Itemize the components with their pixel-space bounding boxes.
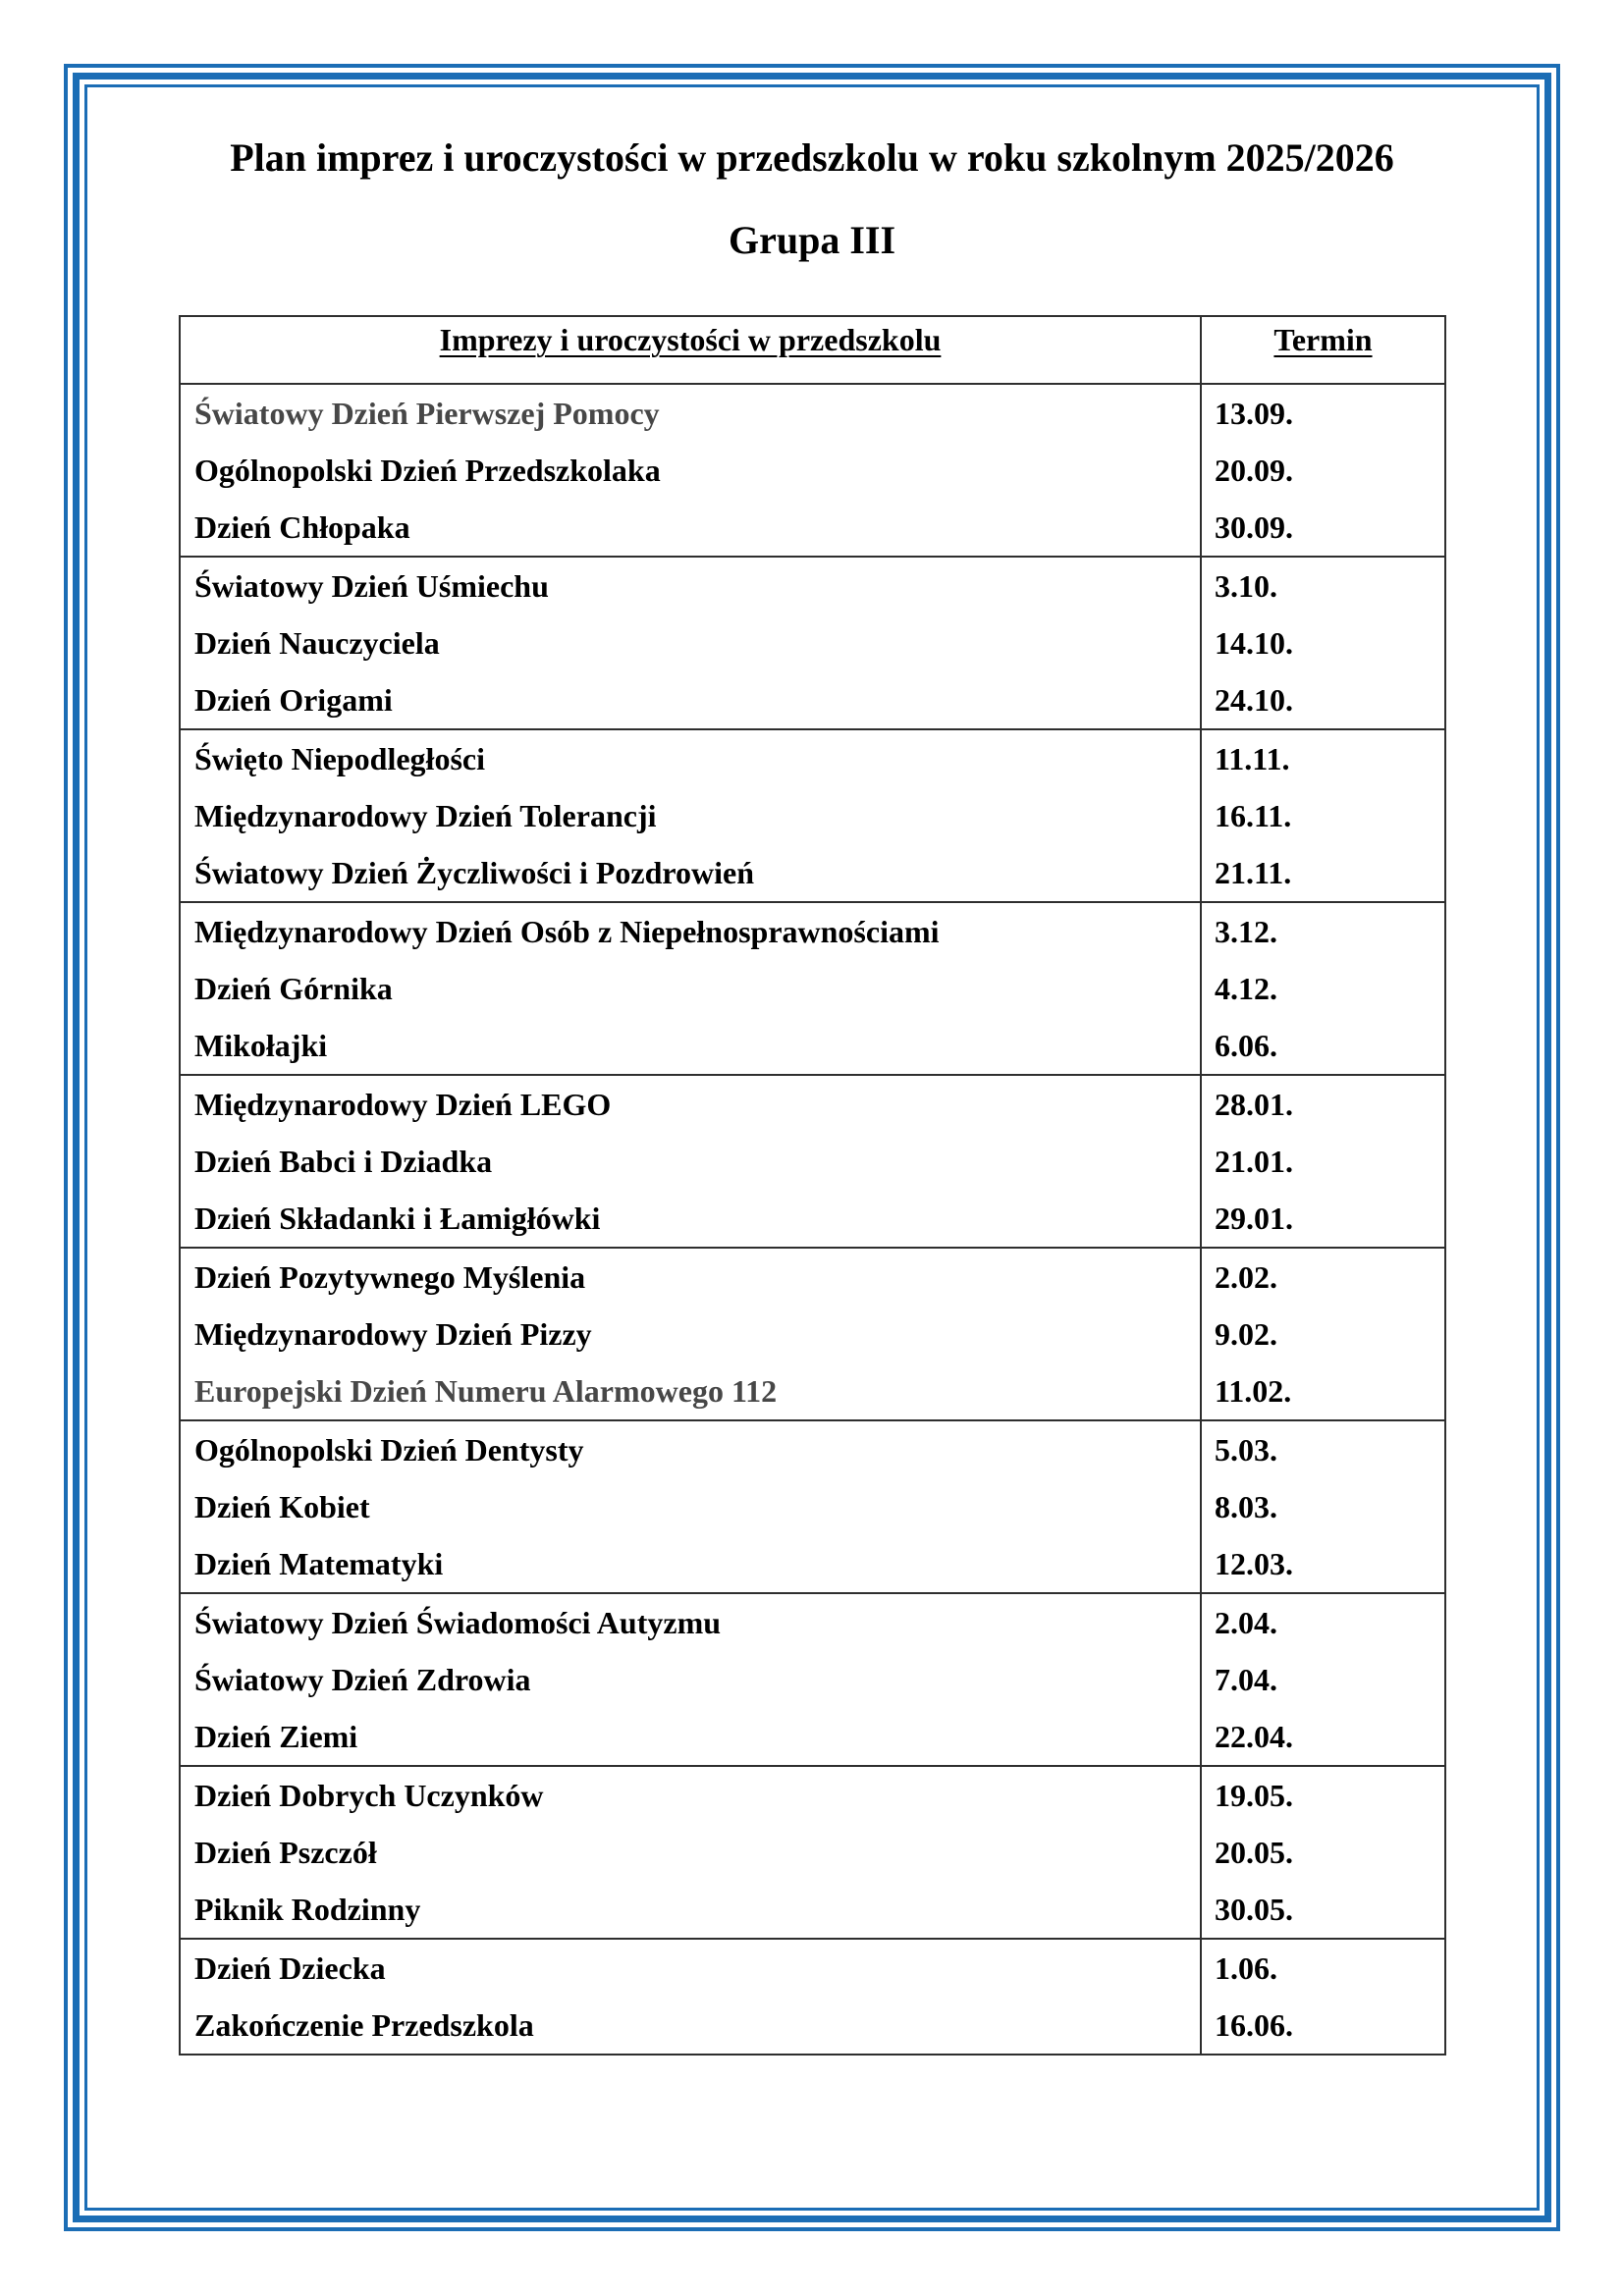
- event-date: 2.04.: [1215, 1605, 1277, 1640]
- event-date: 24.10.: [1215, 682, 1293, 718]
- event-name: Europejski Dzień Numeru Alarmowego 112: [194, 1373, 778, 1409]
- event-date: 2.02.: [1215, 1259, 1277, 1295]
- table-group-row: [180, 1593, 1445, 1766]
- document-title: Plan imprez i uroczystości w przedszkolu w roku szkolnym 2025/2026: [230, 135, 1394, 180]
- event-date: 29.01.: [1215, 1201, 1293, 1236]
- event-cell: [180, 1939, 1201, 2055]
- table-body: [180, 384, 1445, 2055]
- date-cell: [1201, 1766, 1445, 1939]
- date-cell: [1201, 384, 1445, 557]
- table-group-row: [180, 1075, 1445, 1248]
- event-date: 9.02.: [1215, 1316, 1277, 1352]
- date-cell: [1201, 557, 1445, 729]
- date-cell: [1201, 1939, 1445, 2055]
- event-cell: [180, 384, 1201, 557]
- date-cell: [1201, 729, 1445, 902]
- event-date: 20.05.: [1215, 1835, 1293, 1870]
- event-cell: [180, 1766, 1201, 1939]
- table-group-row: [180, 384, 1445, 557]
- date-cell: [1201, 1420, 1445, 1593]
- event-name: Międzynarodowy Dzień Osób z Niepełnosprawnościami: [194, 914, 940, 949]
- table-group-row: [180, 1248, 1445, 1420]
- event-name: Dzień Chłopaka: [194, 509, 410, 545]
- event-date: 30.05.: [1215, 1892, 1293, 1927]
- event-name: Dzień Ziemi: [194, 1719, 358, 1754]
- event-date: 16.06.: [1215, 2007, 1293, 2043]
- date-cell: [1201, 1593, 1445, 1766]
- event-name: Dzień Pszczół: [194, 1835, 377, 1870]
- event-date: 5.03.: [1215, 1432, 1277, 1468]
- event-cell: [180, 1420, 1201, 1593]
- event-cell: [180, 1248, 1201, 1420]
- events-table: [179, 315, 1446, 2056]
- event-name: Światowy Dzień Uśmiechu: [194, 568, 549, 604]
- event-name: Ogólnopolski Dzień Przedszkolaka: [194, 453, 661, 488]
- date-cell: [1201, 1248, 1445, 1420]
- event-date: 19.05.: [1215, 1778, 1293, 1813]
- event-date: 7.04.: [1215, 1662, 1277, 1697]
- header-date: [1201, 316, 1445, 384]
- date-cell: [1201, 1075, 1445, 1248]
- event-cell: [180, 1593, 1201, 1766]
- event-name: Dzień Babci i Dziadka: [194, 1144, 493, 1179]
- header-event: [180, 316, 1201, 384]
- event-date: 21.01.: [1215, 1144, 1293, 1179]
- event-name: Piknik Rodzinny: [194, 1892, 421, 1927]
- event-cell: [180, 902, 1201, 1075]
- event-name: Światowy Dzień Świadomości Autyzmu: [194, 1605, 722, 1640]
- event-cell: [180, 729, 1201, 902]
- table-group-row: [180, 557, 1445, 729]
- table-group-row: [180, 1939, 1445, 2055]
- table-group-row: [180, 729, 1445, 902]
- header-event-label: Imprezy i uroczystości w przedszkolu: [439, 322, 942, 357]
- event-name: Światowy Dzień Pierwszej Pomocy: [194, 396, 660, 431]
- event-cell: [180, 1075, 1201, 1248]
- event-date: 28.01.: [1215, 1087, 1293, 1122]
- header-date-label: Termin: [1273, 322, 1373, 357]
- event-date: 3.12.: [1215, 914, 1277, 949]
- document-subtitle: Grupa III: [728, 218, 896, 262]
- event-name: Dzień Origami: [194, 682, 393, 718]
- event-date: 30.09.: [1215, 509, 1293, 545]
- event-name: Dzień Składanki i Łamigłówki: [194, 1201, 601, 1236]
- event-name: Dzień Nauczyciela: [194, 625, 440, 661]
- event-date: 22.04.: [1215, 1719, 1293, 1754]
- event-date: 13.09.: [1215, 396, 1293, 431]
- event-name: Dzień Pozytywnego Myślenia: [194, 1259, 586, 1295]
- event-date: 16.11.: [1215, 798, 1292, 833]
- event-date: 11.02.: [1215, 1373, 1292, 1409]
- event-name: Międzynarodowy Dzień Tolerancji: [194, 798, 657, 833]
- table-group-row: [180, 1766, 1445, 1939]
- event-date: 8.03.: [1215, 1489, 1277, 1524]
- event-name: Dzień Dobrych Uczynków: [194, 1778, 544, 1813]
- event-name: Święto Niepodległości: [194, 741, 485, 776]
- event-name: Zakończenie Przedszkola: [194, 2007, 534, 2043]
- event-date: 3.10.: [1215, 568, 1277, 604]
- table-header-row: [180, 316, 1445, 384]
- event-date: 11.11.: [1215, 741, 1290, 776]
- event-cell: [180, 557, 1201, 729]
- table-group-row: [180, 902, 1445, 1075]
- event-date: 12.03.: [1215, 1546, 1293, 1581]
- event-name: Dzień Górnika: [194, 971, 393, 1006]
- event-name: Światowy Dzień Zdrowia: [194, 1662, 531, 1697]
- event-date: 6.06.: [1215, 1028, 1277, 1063]
- event-name: Dzień Kobiet: [194, 1489, 370, 1524]
- event-name: Dzień Matematyki: [194, 1546, 444, 1581]
- event-name: Ogólnopolski Dzień Dentysty: [194, 1432, 584, 1468]
- event-name: Międzynarodowy Dzień LEGO: [194, 1087, 612, 1122]
- date-cell: [1201, 902, 1445, 1075]
- event-date: 14.10.: [1215, 625, 1293, 661]
- event-date: 4.12.: [1215, 971, 1277, 1006]
- event-name: Międzynarodowy Dzień Pizzy: [194, 1316, 592, 1352]
- event-name: Dzień Dziecka: [194, 1950, 386, 1986]
- event-date: 20.09.: [1215, 453, 1293, 488]
- event-date: 1.06.: [1215, 1950, 1277, 1986]
- event-name: Mikołajki: [194, 1028, 328, 1063]
- event-name: Światowy Dzień Życzliwości i Pozdrowień: [194, 855, 755, 890]
- event-date: 21.11.: [1215, 855, 1292, 890]
- table-group-row: [180, 1420, 1445, 1593]
